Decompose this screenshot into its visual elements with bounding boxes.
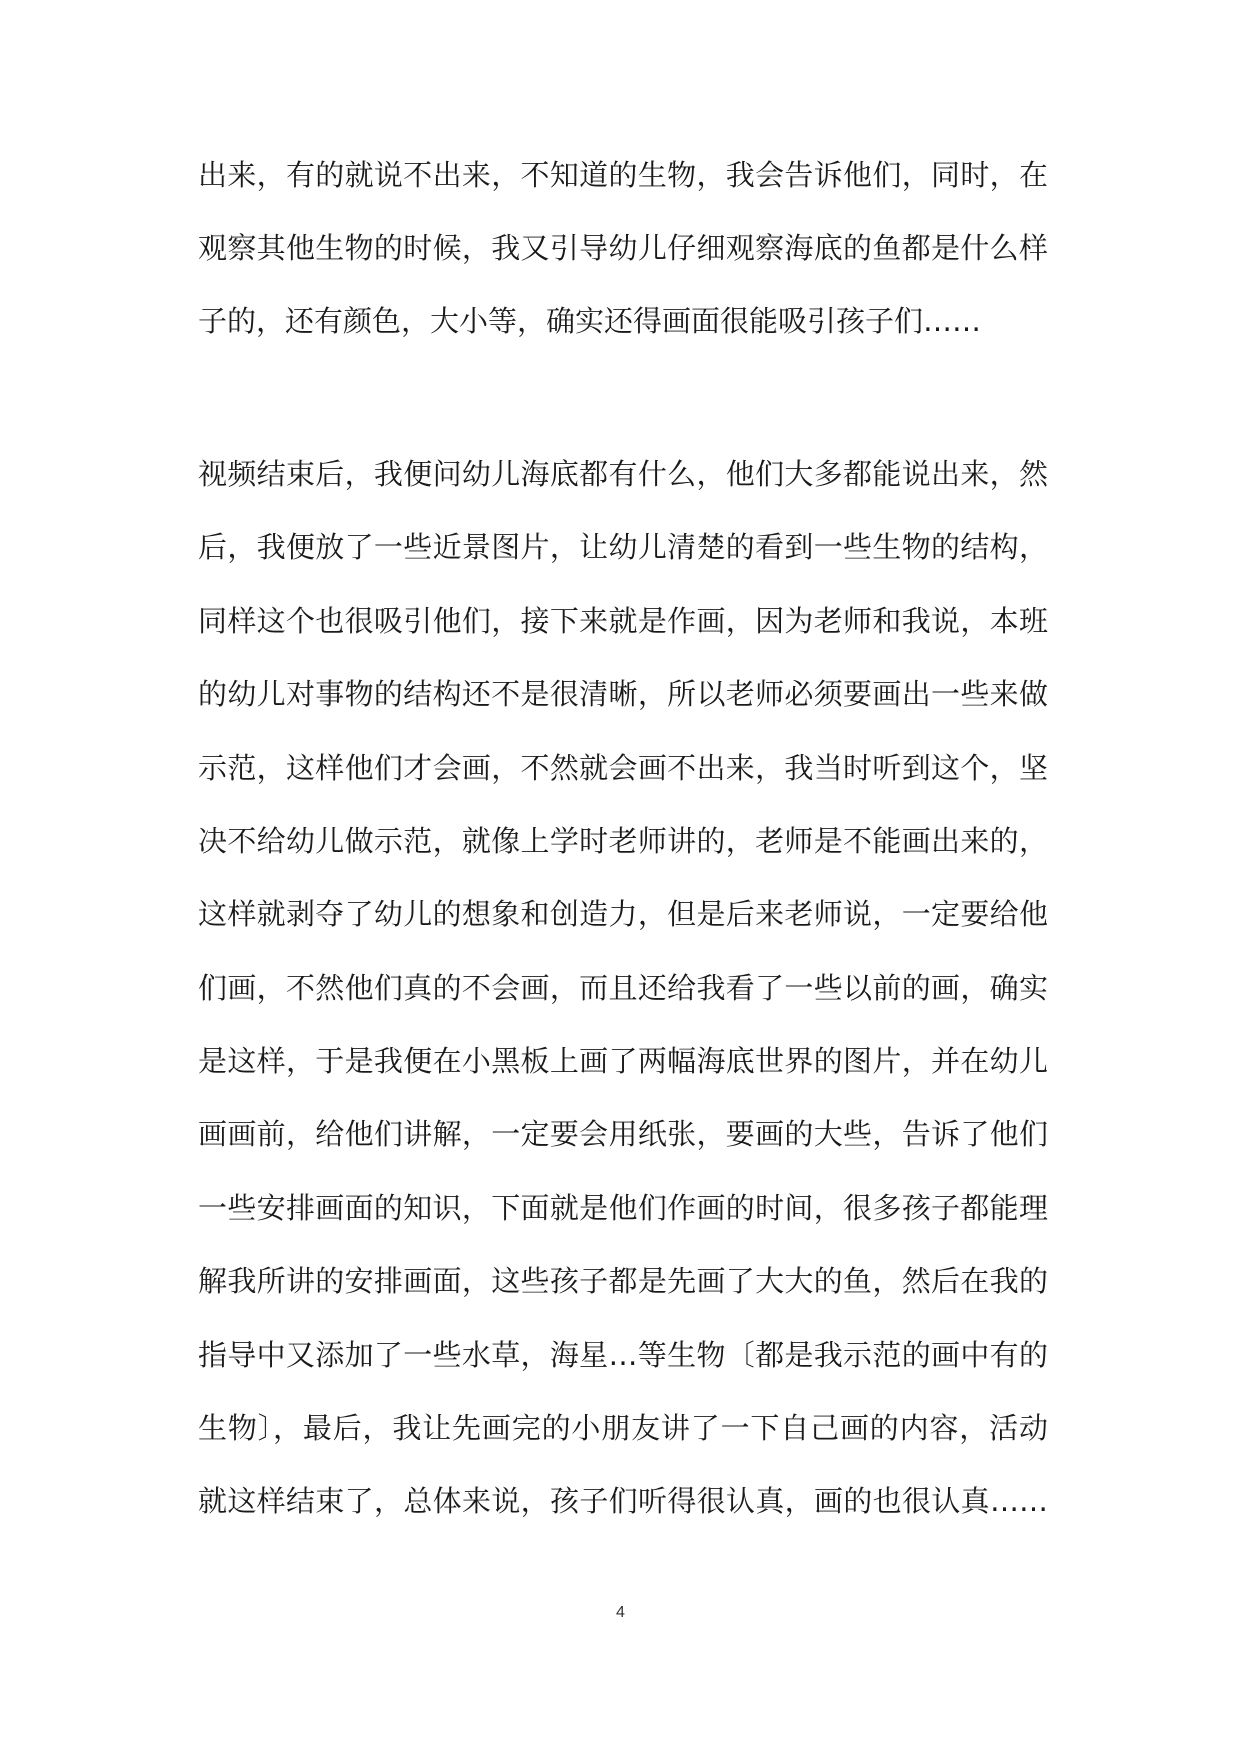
paragraph-line: 观察其他生物的时候，我又引导幼儿仔细观察海底的鱼都是什么样 bbox=[198, 231, 1048, 265]
paragraph-line: 生物〕，最后，我让先画完的小朋友讲了一下自己画的内容，活动 bbox=[198, 1411, 1048, 1445]
paragraph-line: 出来，有的就说不出来，不知道的生物，我会告诉他们，同时，在 bbox=[198, 158, 1048, 192]
paragraph-line: 就这样结束了，总体来说，孩子们听得很认真，画的也很认真…… bbox=[198, 1484, 1048, 1518]
paragraph-line: 的幼儿对事物的结构还不是很清晰，所以老师必须要画出一些来做 bbox=[198, 677, 1048, 711]
paragraph-line: 们画，不然他们真的不会画，而且还给我看了一些以前的画，确实 bbox=[198, 971, 1048, 1005]
paragraph-line: 决不给幼儿做示范，就像上学时老师讲的，老师是不能画出来的， bbox=[198, 824, 1048, 858]
paragraph-line: 是这样，于是我便在小黑板上画了两幅海底世界的图片，并在幼儿 bbox=[198, 1044, 1048, 1078]
paragraph-line: 示范，这样他们才会画，不然就会画不出来，我当时听到这个，坚 bbox=[198, 751, 1048, 785]
paragraph-line: 这样就剥夺了幼儿的想象和创造力，但是后来老师说，一定要给他 bbox=[198, 897, 1048, 931]
page-number: 4 bbox=[616, 1604, 625, 1621]
paragraph-line: 后，我便放了一些近景图片，让幼儿清楚的看到一些生物的结构， bbox=[198, 530, 1048, 564]
paragraph-line: 画画前，给他们讲解，一定要会用纸张，要画的大些，告诉了他们 bbox=[198, 1117, 1048, 1151]
paragraph-line: 一些安排画面的知识，下面就是他们作画的时间，很多孩子都能理 bbox=[198, 1191, 1048, 1225]
paragraph-line: 子的，还有颜色，大小等，确实还得画面很能吸引孩子们…… bbox=[198, 304, 982, 338]
paragraph-line: 解我所讲的安排画面，这些孩子都是先画了大大的鱼，然后在我的 bbox=[198, 1264, 1048, 1298]
paragraph-line: 视频结束后，我便问幼儿海底都有什么，他们大多都能说出来，然 bbox=[198, 457, 1048, 491]
paragraph-line: 指导中又添加了一些水草，海星…等生物〔都是我示范的画中有的 bbox=[198, 1338, 1048, 1372]
paragraph-line: 同样这个也很吸引他们，接下来就是作画，因为老师和我说，本班 bbox=[198, 604, 1048, 638]
